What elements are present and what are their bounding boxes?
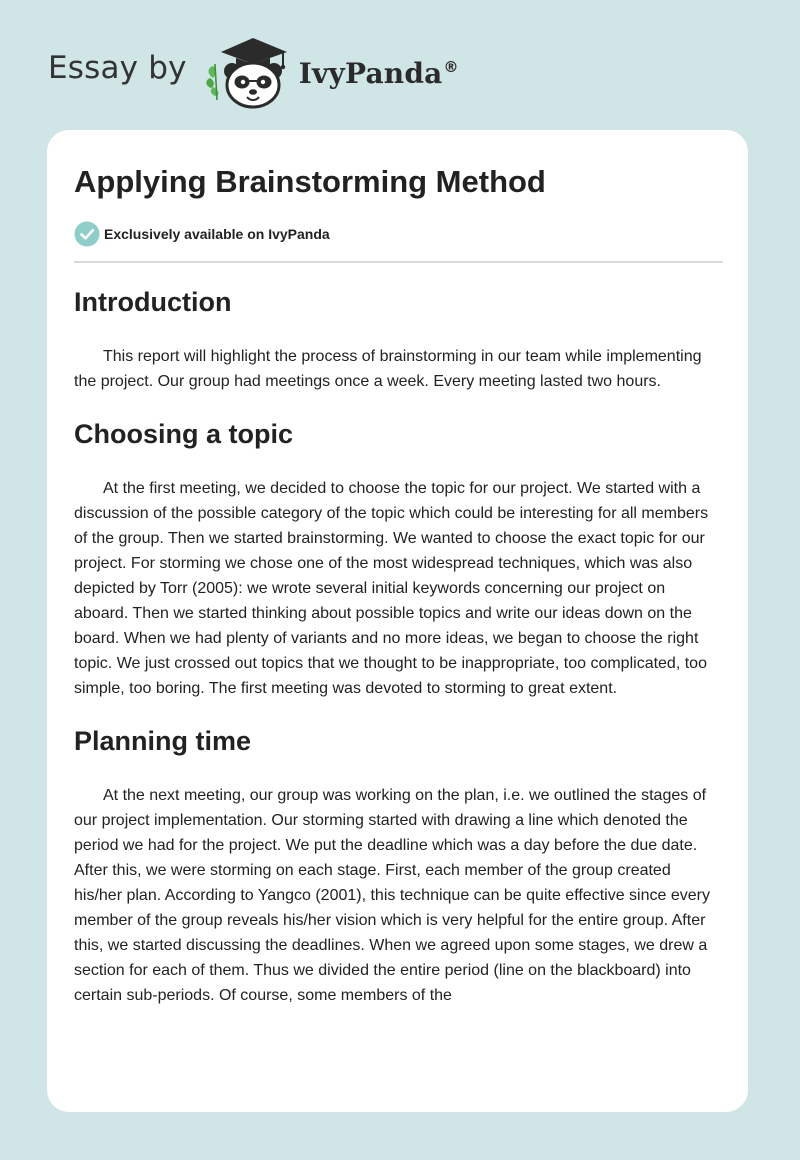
check-circle-icon [74, 221, 100, 247]
section-heading-planning-time: Planning time [74, 726, 252, 756]
section-heading-introduction: Introduction [74, 287, 232, 317]
exclusive-badge-label: Exclusively available on IvyPanda [104, 226, 330, 242]
brand-name-text: IvyPanda [298, 56, 443, 90]
essay-card [47, 130, 748, 1112]
title-divider [74, 261, 723, 263]
section-paragraph-introduction: This report will highlight the process of brainstorming in our team while implementing the project. Our group had meetings once a week. Every meeting lasted two hours. [74, 348, 702, 390]
section-paragraph-planning-time: At the next meeting, our group was working on the plan, i.e. we outlined the stages of our project implementation. Our storming started with drawing a line which denoted the period we had for the project. We put the deadline which was a day before the due date. After this, we were storming on each stage. First, each member of the group created his/her plan. According to Yangco (2001), this technique can be quite effective since every member of the group reveals his/her vision which is very helpful for the entire group. After this, we started discussing the deadlines. When we agreed upon some stages, we drew a section for each of them. Thus we divided the entire period (line on the blackboard) into certain sub-periods. Of course, some members of the [74, 787, 710, 1004]
section-heading-choosing-topic: Choosing a topic [74, 419, 293, 449]
essay-by-label: Essay by [48, 50, 187, 86]
section-paragraph-choosing-topic: At the first meeting, we decided to choose the topic for our project. We started with a discussion of the possible category of the topic which could be interesting for all members of the group. Then we started brainstorming. We wanted to choose the exact topic for our project. For storming we chose one of the most widespread techniques, which was also depicted by Torr (2005): we wrote several initial keywords concerning our project on aboard. Then we started thinking about possible topics and write our ideas down on the board. When we had plenty of variants and no more ideas, we began to choose the right topic. We just crossed out topics that we thought to be inappropriate, too complicated, too simple, too boring. The first meeting was devoted to storming to great extent. [74, 480, 709, 697]
exclusive-badge [74, 221, 330, 247]
registered-mark: ® [443, 58, 459, 77]
essay-body [74, 280, 723, 1008]
ivypanda-wordmark [299, 57, 459, 90]
panda-logo-icon [203, 34, 297, 110]
essay-title: Applying Brainstorming Method [74, 164, 546, 199]
brand-header[interactable] [48, 34, 459, 110]
